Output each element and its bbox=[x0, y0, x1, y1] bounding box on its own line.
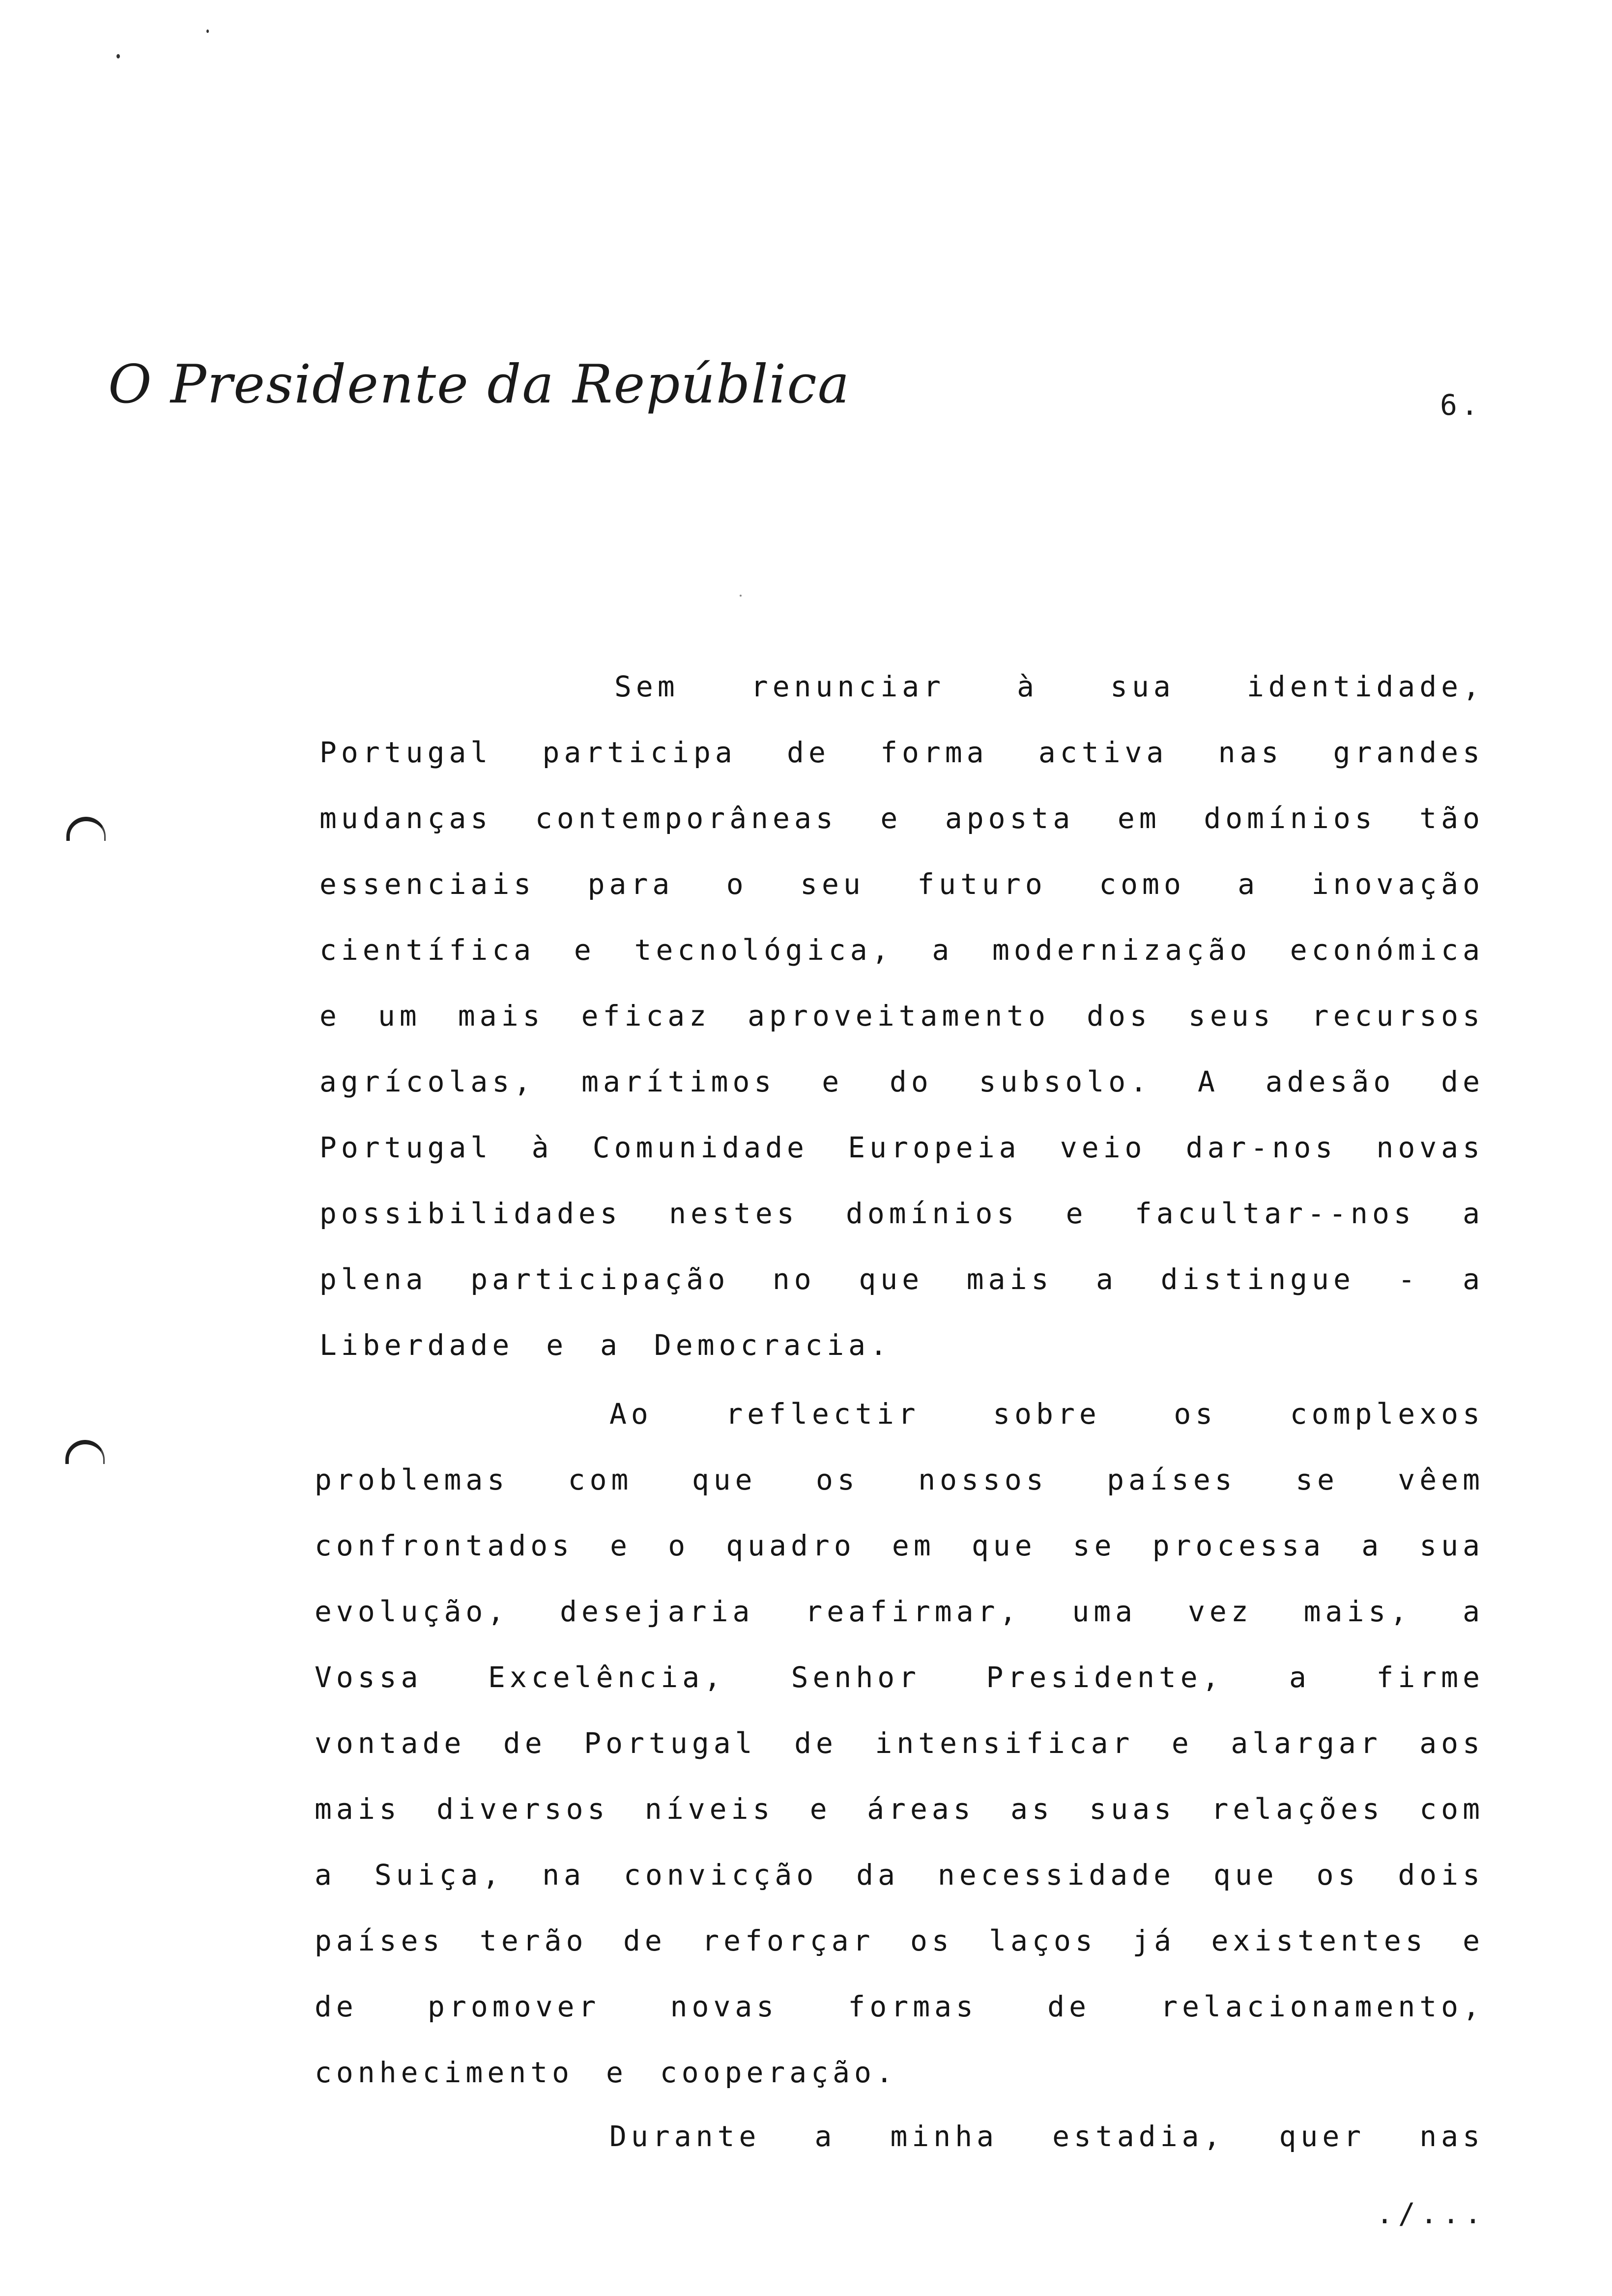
continuation-mark: ./... bbox=[1376, 2197, 1487, 2230]
scan-speck bbox=[206, 29, 209, 33]
body-paragraph: Ao reflectir sobre os complexos problemas com que os nossos países se vêem confrontados e o quadro em que se processa a sua evolução, desejaria reafirmar, uma vez mais, a Vossa Excelência, Senhor Presidente, a firme vontade de Portugal de intensificar e alargar aos mais diversos níveis e áreas as suas relações com a Suiça, na convicção da necessidade que os dois países terão de reforçar os laços já existentes e de promover novas formas de relacionamento, conhecimento e cooperação. bbox=[315, 1397, 1484, 2089]
letterhead: O Presidente da República bbox=[108, 354, 851, 415]
punch-hole-mark bbox=[65, 1440, 105, 1464]
body-paragraph: Durante a minha estadia, quer nas bbox=[609, 2120, 1484, 2153]
page-number: 6. bbox=[1440, 388, 1482, 422]
body-paragraph: Sem renunciar à sua identidade, Portugal participa de forma activa nas grandes mudanças contemporâneas e aposta em domínios tão essenciais para o seu futuro como a inovação científica e tecnológica, a modernização económica e um mais eficaz aproveitamento dos seus recursos agrícolas, marítimos e do subsolo. A adesão de Portugal à Comunidade Europeia veio dar-nos novas possibilidades nestes domínios e facultar--nos a plena participação no que mais a distingue - a Liberdade e a Democracia. bbox=[319, 670, 1484, 1362]
punch-hole-mark bbox=[66, 817, 106, 841]
scan-speck bbox=[740, 595, 742, 597]
scan-speck bbox=[116, 54, 120, 58]
